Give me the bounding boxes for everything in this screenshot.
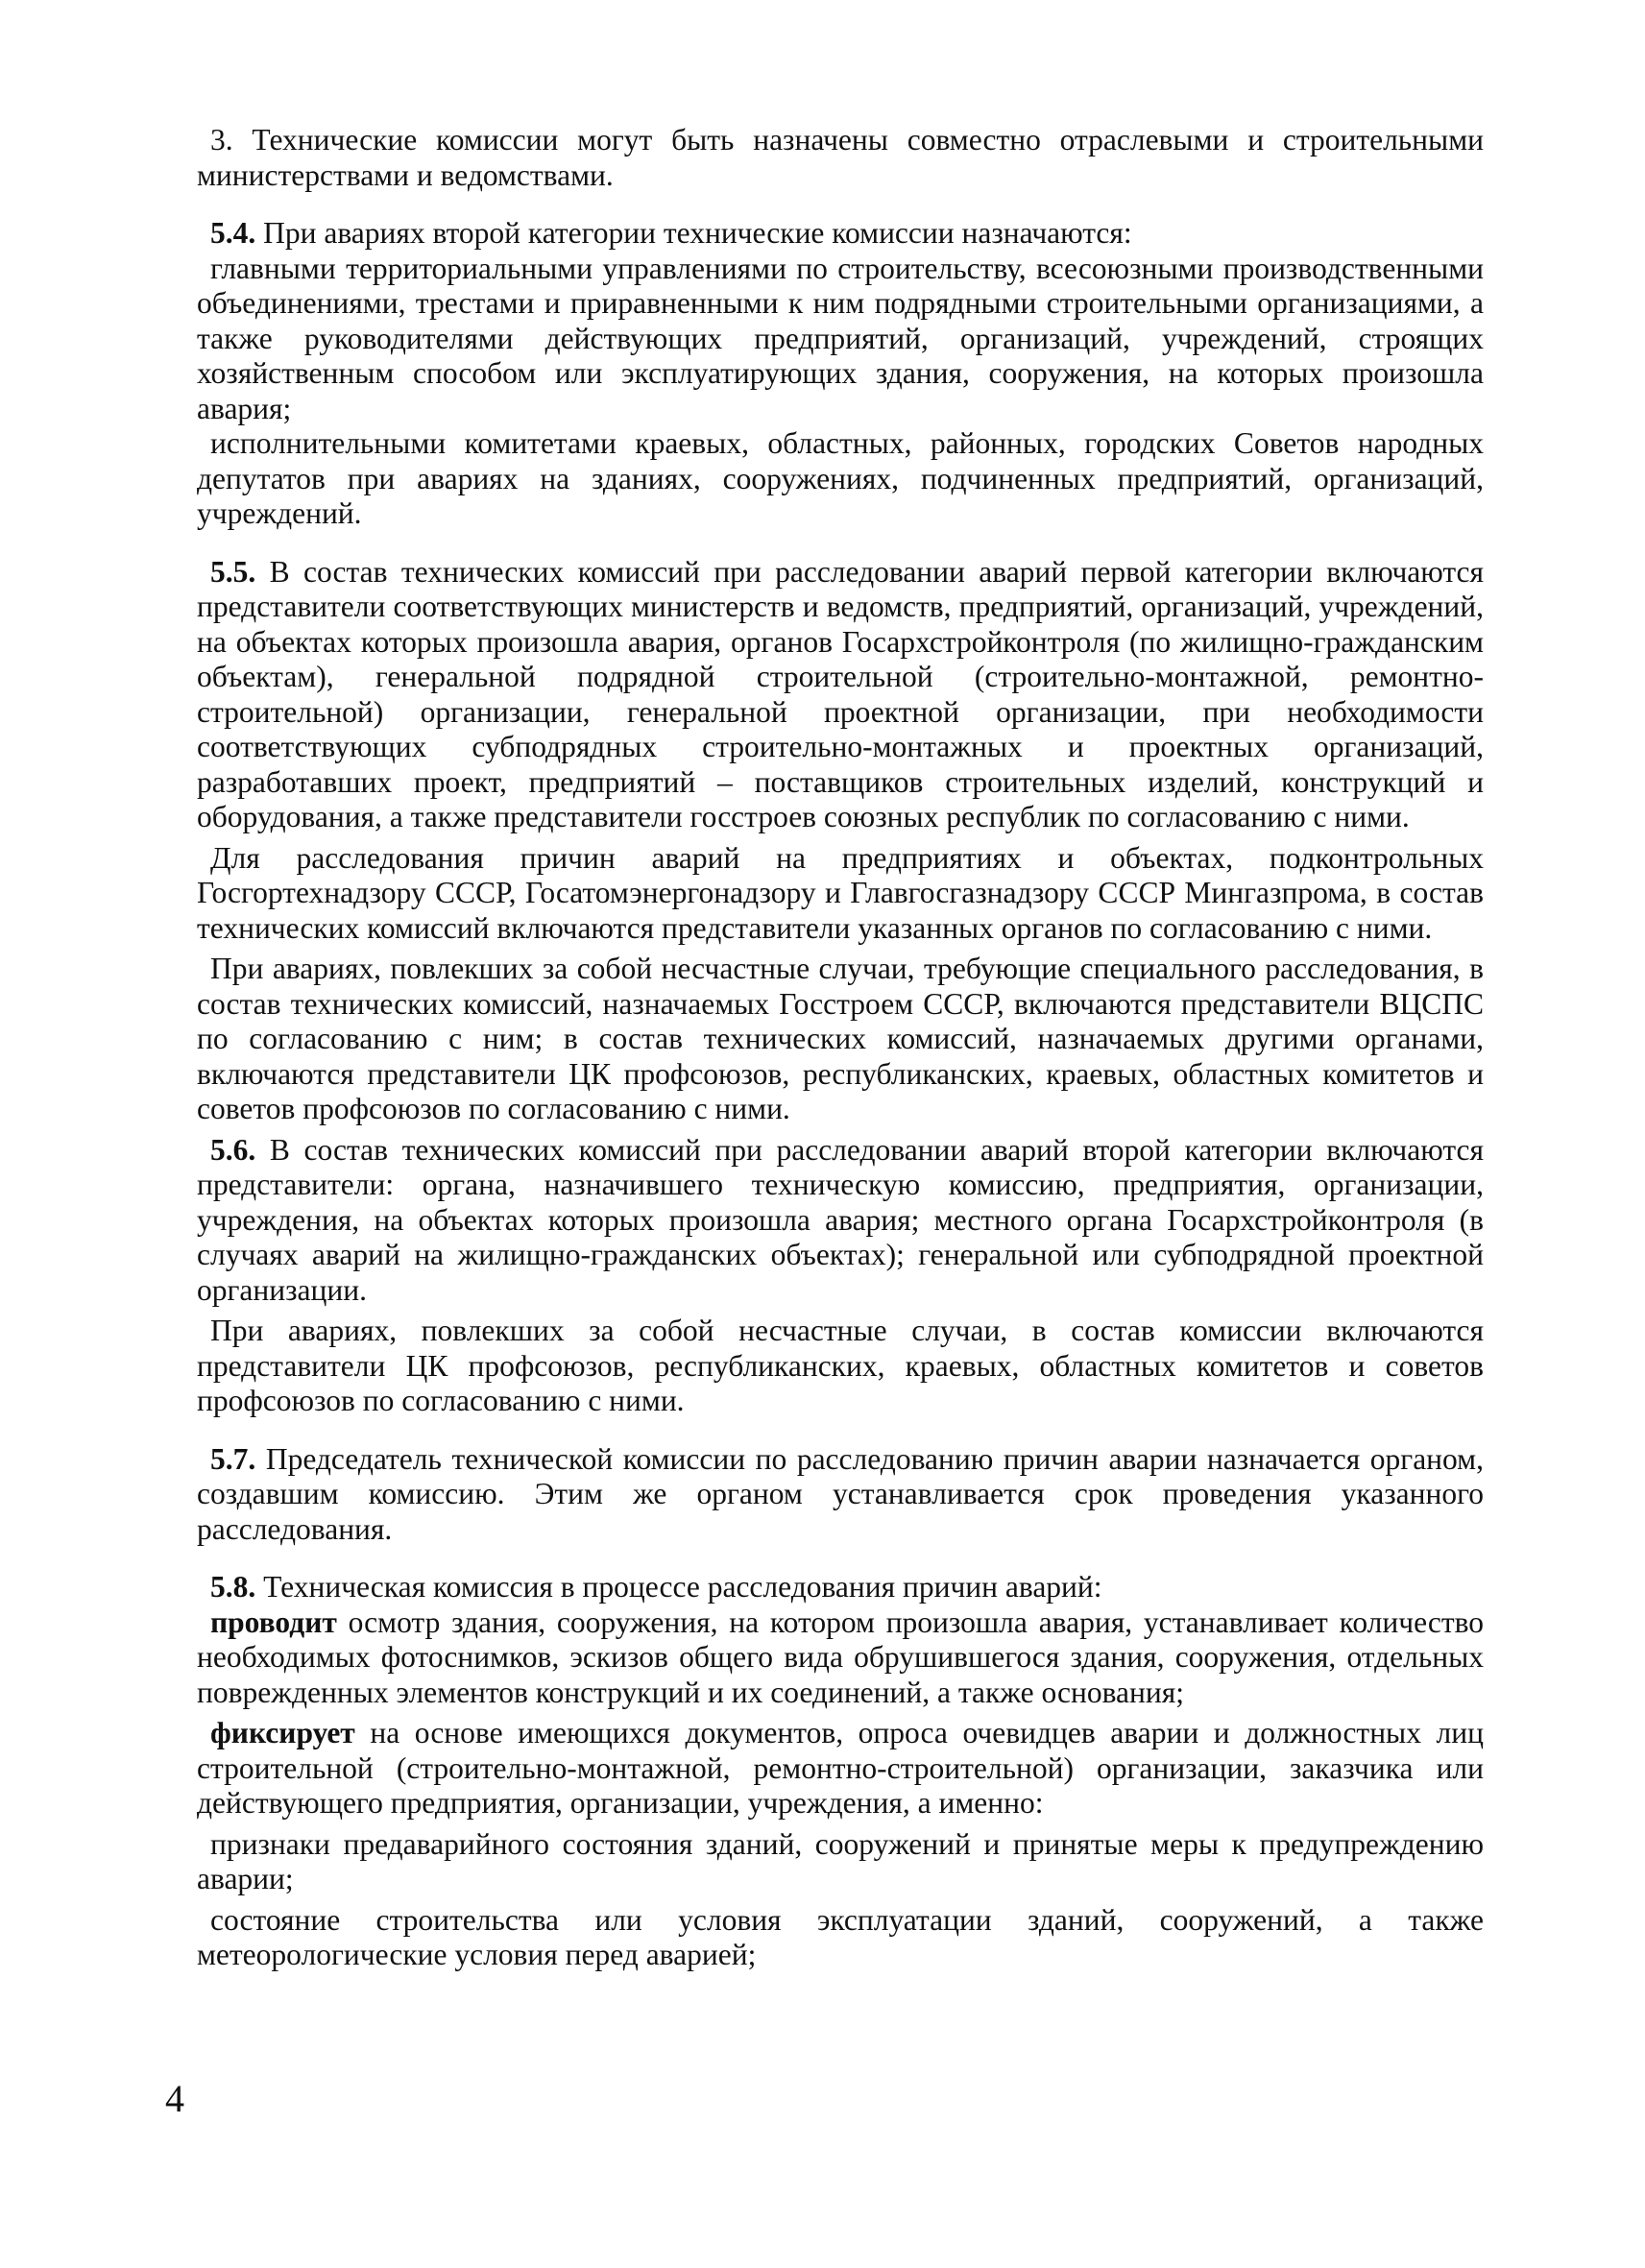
section-number: 5.6. (210, 1132, 256, 1167)
paragraph-5-4-b (197, 426, 1484, 532)
paragraph-text: При авариях, повлекших за собой несчастные случаи, требующие специального расследования, в состав технических комиссий, назначаемых Госстроем СССР, включаются представители ВЦСПС по согласованию с ним; в состав технических комиссий, назначаемых другими органами, включаются представители ЦК профсоюзов, республиканских, краевых, областных комитетов и советов профсоюзов по согласованию с ними. (197, 952, 1484, 1125)
paragraph-5-8-b (197, 1716, 1484, 1822)
paragraph-text: 3. Технические комиссии могут быть назначены совместно отраслевыми и строительными министерствами и ведомствами. (197, 123, 1484, 192)
paragraph-5-5 (197, 555, 1484, 835)
paragraph-5-4-a (197, 252, 1484, 427)
section-number: 5.8. (210, 1570, 256, 1604)
paragraph-text: Техническая комиссия в процессе расследования причин аварий: (255, 1570, 1102, 1604)
paragraph-5-6 (197, 1133, 1484, 1309)
paragraph-5-8-d (197, 1903, 1484, 1973)
paragraph-5-8 (197, 1570, 1484, 1605)
paragraph-text: Председатель технической комиссии по расследованию причин аварии назначается органом, создавшим комиссию. Этим же органом устанавливается срок проведения указанного расследования. (197, 1441, 1484, 1546)
lead-word: проводит (210, 1604, 337, 1639)
paragraph-text: При авариях, повлекших за собой несчастные случаи, в состав комиссии включаются представители ЦК профсоюзов, республиканских, краевых, областных комитетов и советов профсоюзов по согласованию с ними. (197, 1314, 1484, 1417)
paragraph-text: Для расследования причин аварий на предприятиях и объектах, подконтрольных Госгортехнадзору СССР, Госатомэнергонадзору и Главгосгазнадзору СССР Мингазпрома, в состав технических комиссий включаются представители указанных органов по согласованию с ними. (197, 840, 1484, 945)
lead-word: фиксирует (210, 1716, 355, 1749)
paragraph-3 (197, 123, 1484, 193)
paragraph-text: исполнительными комитетами краевых, областных, районных, городских Советов народных депутатов при авариях на зданиях, сооружениях, подчиненных предприятий, организаций, учреждений. (197, 426, 1484, 530)
document-page (197, 123, 1484, 1973)
paragraph-text: признаки предаварийного состояния зданий, сооружений и принятые меры к предупреждению аварии; (197, 1826, 1484, 1895)
paragraph-text: При авариях второй категории технические комиссии назначаются: (255, 216, 1132, 250)
paragraph-text: главными территориальными управлениями по строительству, всесоюзными производственными объединениями, трестами и приравненными к ним подрядными строительными организациями, а также руководителями действующих предприятий, организаций, учреждений, строящих хозяйственным способом или эксплуатирующих здания, сооружения, на которых произошла авария; (197, 251, 1484, 425)
paragraph-text: осмотр здания, сооружения, на котором произошла авария, устанавливает количество необходимых фотоснимков, эскизов общего вида обрушившегося здания, сооружения, отдельных поврежденных элементов конструкций и их соединений, а также основания; (197, 1604, 1484, 1709)
paragraph-5-5-b (197, 952, 1484, 1127)
paragraph-5-8-a (197, 1605, 1484, 1711)
paragraph-5-4 (197, 216, 1484, 252)
paragraph-text: на основе имеющихся документов, опроса очевидцев аварии и должностных лиц строительной (строительно-монтажной, ремонтно-строительной) организации, заказчика или действующего предприятия, организации, учреждения, а именно: (197, 1716, 1484, 1820)
paragraph-5-7 (197, 1442, 1484, 1548)
paragraph-5-8-c (197, 1827, 1484, 1897)
paragraph-text: В состав технических комиссий при расследовании аварий второй категории включаются представители: органа, назначившего техническую комиссию, предприятия, организации, учреждения, на объектах которых произошла авария; местного органа Госархстройконтроля (в случаях аварий на жилищно-гражданских объектах); генеральной или субподрядной проектной организации. (197, 1132, 1484, 1307)
section-number: 5.4. (210, 216, 256, 250)
page-number: 4 (165, 2077, 184, 2120)
paragraph-text: В состав технических комиссий при расследовании аварий первой категории включаются представители соответствующих министерств и ведомств, предприятий, организаций, учреждений, на объектах которых произошла авария, органов Госархстройконтроля (по жилищно-гражданским объектам), генеральной подрядной строительной (строительно-монтажной, ремонтно-строительной) организации, генеральной проектной организации, при необходимости соответствующих субподрядных строительно-монтажных и проектных организаций, разработавших проект, предприятий – поставщиков строительных изделий, конструкций и оборудования, а также представители госстроев союзных республик по согласованию с ними. (197, 554, 1484, 833)
section-number: 5.5. (210, 554, 256, 589)
section-number: 5.7. (210, 1441, 256, 1476)
paragraph-text: состояние строительства или условия эксплуатации зданий, сооружений, а также метеорологические условия перед аварией; (197, 1902, 1484, 1971)
paragraph-5-6-a (197, 1314, 1484, 1419)
paragraph-5-5-a (197, 841, 1484, 947)
